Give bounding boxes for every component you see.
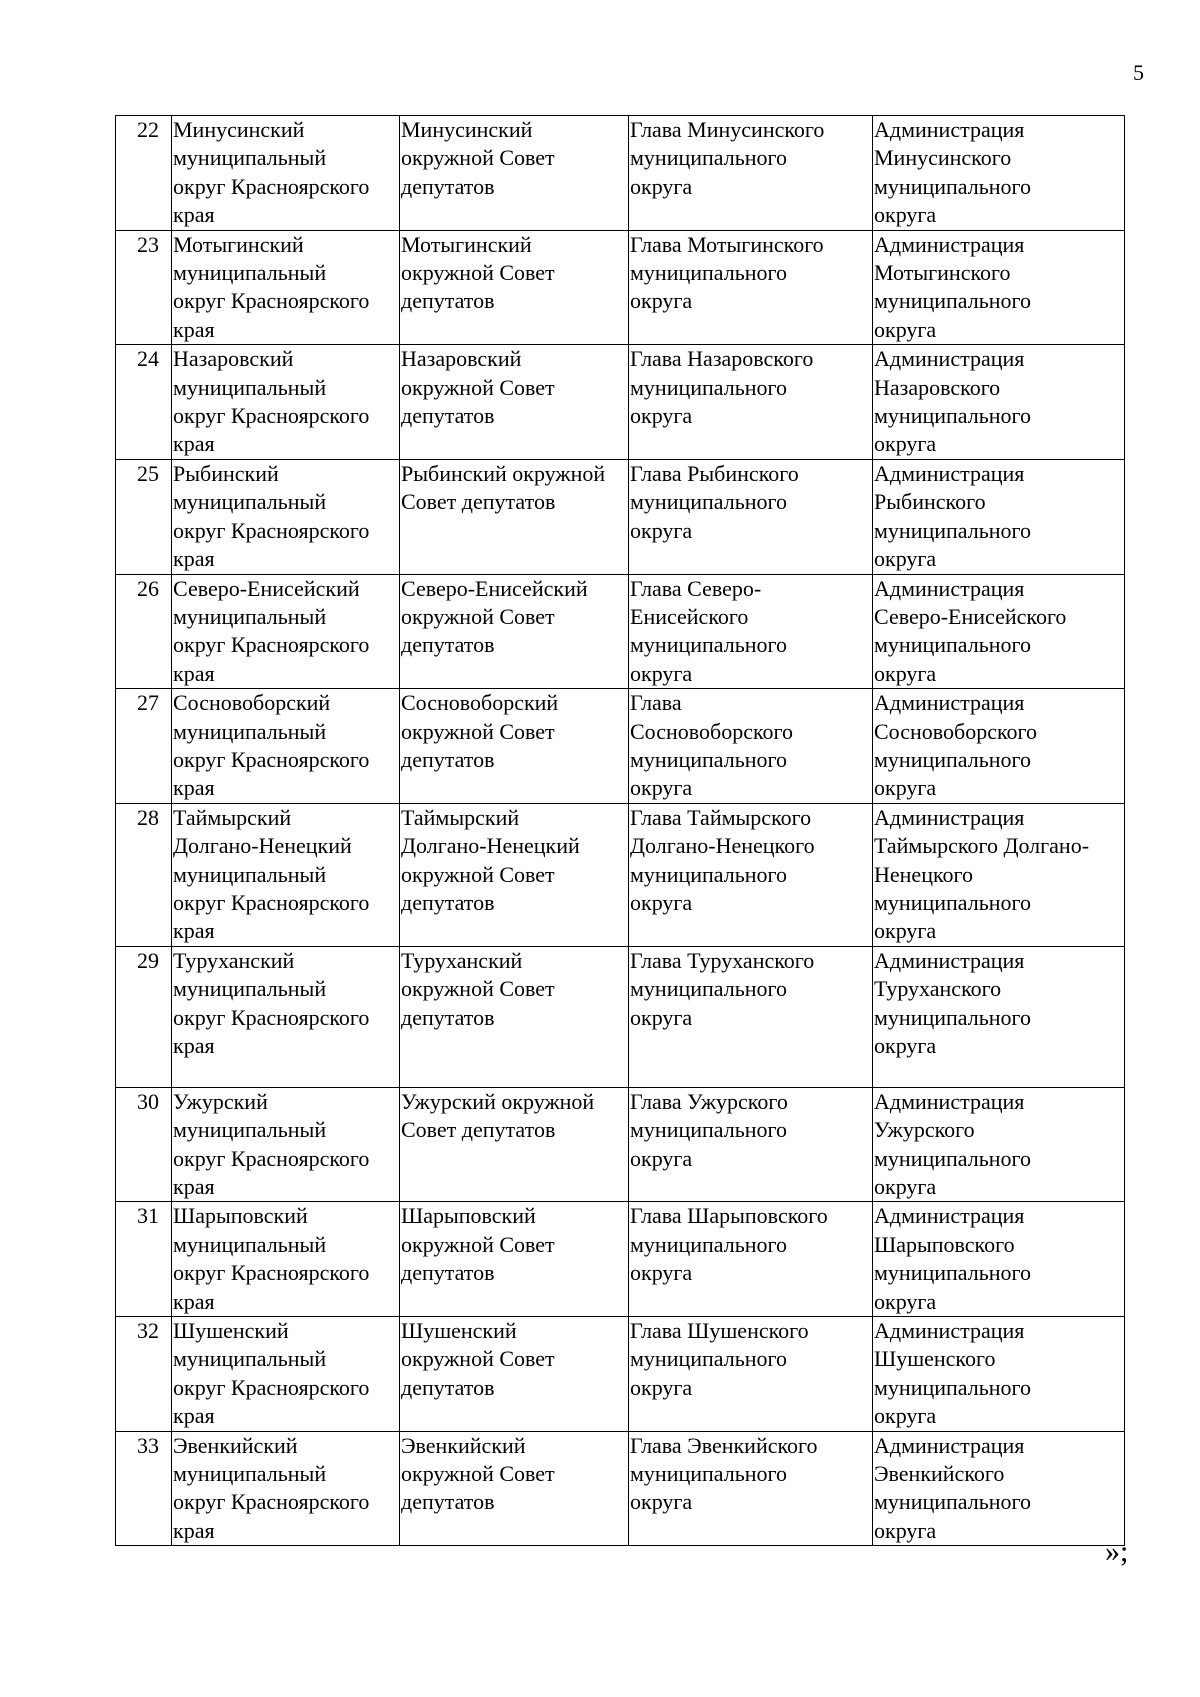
- table-body: [116, 116, 1125, 1546]
- administration-name-cell: Администрация Назаровского муниципального округа: [873, 345, 1125, 460]
- district-name-cell: Минусинский муниципальный округ Красноярского края: [172, 116, 400, 231]
- administration-name-cell: Администрация Таймырского Долгано- Ненецкого муниципального округа: [873, 803, 1125, 946]
- head-title-cell: Глава Шарыповского муниципального округа: [629, 1202, 873, 1317]
- row-number-cell: 27: [116, 689, 172, 804]
- administration-name-cell: Администрация Шушенского муниципального округа: [873, 1317, 1125, 1432]
- council-name-cell: Шушенский окружной Совет депутатов: [400, 1317, 629, 1432]
- administration-name-cell: Администрация Северо-Енисейского муниципального округа: [873, 574, 1125, 689]
- head-title-cell: Глава Шушенского муниципального округа: [629, 1317, 873, 1432]
- council-name-cell: Шарыповский окружной Совет депутатов: [400, 1202, 629, 1317]
- head-title-cell: Глава Сосновоборского муниципального округа: [629, 689, 873, 804]
- row-number-cell: 29: [116, 946, 172, 1087]
- administration-name-cell: Администрация Ужурского муниципального округа: [873, 1087, 1125, 1202]
- council-name-cell: Рыбинский окружной Совет депутатов: [400, 459, 629, 574]
- administration-name-cell: Администрация Сосновоборского муниципального округа: [873, 689, 1125, 804]
- table-row: [116, 574, 1125, 689]
- district-name-cell: Северо-Енисейский муниципальный округ Красноярского края: [172, 574, 400, 689]
- district-name-cell: Шушенский муниципальный округ Красноярского края: [172, 1317, 400, 1432]
- row-number-cell: 26: [116, 574, 172, 689]
- district-name-cell: Ужурский муниципальный округ Красноярского края: [172, 1087, 400, 1202]
- district-name-cell: Рыбинский муниципальный округ Красноярского края: [172, 459, 400, 574]
- head-title-cell: Глава Мотыгинского муниципального округа: [629, 230, 873, 345]
- council-name-cell: Ужурский окружной Совет депутатов: [400, 1087, 629, 1202]
- row-number-cell: 31: [116, 1202, 172, 1317]
- head-title-cell: Глава Эвенкийского муниципального округа: [629, 1431, 873, 1546]
- administration-name-cell: Администрация Шарыповского муниципального округа: [873, 1202, 1125, 1317]
- table-row: [116, 230, 1125, 345]
- district-name-cell: Мотыгинский муниципальный округ Красноярского края: [172, 230, 400, 345]
- district-name-cell: Туруханский муниципальный округ Красноярского края: [172, 946, 400, 1087]
- row-number-cell: 22: [116, 116, 172, 231]
- head-title-cell: Глава Минусинского муниципального округа: [629, 116, 873, 231]
- table-row: [116, 1087, 1125, 1202]
- district-name-cell: Шарыповский муниципальный округ Красноярского края: [172, 1202, 400, 1317]
- row-number-cell: 25: [116, 459, 172, 574]
- table-row: [116, 1431, 1125, 1546]
- table-row: [116, 803, 1125, 946]
- table-row: [116, 1202, 1125, 1317]
- row-number-cell: 33: [116, 1431, 172, 1546]
- administration-name-cell: Администрация Рыбинского муниципального округа: [873, 459, 1125, 574]
- district-name-cell: Назаровский муниципальный округ Красноярского края: [172, 345, 400, 460]
- table-row: [116, 459, 1125, 574]
- council-name-cell: Северо-Енисейский окружной Совет депутатов: [400, 574, 629, 689]
- council-name-cell: Назаровский окружной Совет депутатов: [400, 345, 629, 460]
- table-row: [116, 689, 1125, 804]
- head-title-cell: Глава Северо- Енисейского муниципального округа: [629, 574, 873, 689]
- council-name-cell: Туруханский окружной Совет депутатов: [400, 946, 629, 1087]
- district-name-cell: Эвенкийский муниципальный округ Красноярского края: [172, 1431, 400, 1546]
- council-name-cell: Мотыгинский окружной Совет депутатов: [400, 230, 629, 345]
- administration-name-cell: Администрация Минусинского муниципального округа: [873, 116, 1125, 231]
- municipal-bodies-table: [115, 115, 1125, 1546]
- table-row: [116, 116, 1125, 231]
- head-title-cell: Глава Туруханского муниципального округа: [629, 946, 873, 1087]
- council-name-cell: Сосновоборский окружной Совет депутатов: [400, 689, 629, 804]
- administration-name-cell: Администрация Туруханского муниципального округа: [873, 946, 1125, 1087]
- head-title-cell: Глава Рыбинского муниципального округа: [629, 459, 873, 574]
- row-number-cell: 24: [116, 345, 172, 460]
- row-number-cell: 23: [116, 230, 172, 345]
- administration-name-cell: Администрация Мотыгинского муниципального округа: [873, 230, 1125, 345]
- head-title-cell: Глава Таймырского Долгано-Ненецкого муниципального округа: [629, 803, 873, 946]
- closing-quote-mark: »;: [1105, 1535, 1129, 1568]
- administration-name-cell: Администрация Эвенкийского муниципального округа: [873, 1431, 1125, 1546]
- table-row: [116, 1317, 1125, 1432]
- row-number-cell: 32: [116, 1317, 172, 1432]
- page-number: 5: [1133, 60, 1144, 85]
- head-title-cell: Глава Назаровского муниципального округа: [629, 345, 873, 460]
- head-title-cell: Глава Ужурского муниципального округа: [629, 1087, 873, 1202]
- table-row: [116, 946, 1125, 1087]
- row-number-cell: 30: [116, 1087, 172, 1202]
- table-row: [116, 345, 1125, 460]
- council-name-cell: Минусинский окружной Совет депутатов: [400, 116, 629, 231]
- district-name-cell: Таймырский Долгано-Ненецкий муниципальный округ Красноярского края: [172, 803, 400, 946]
- row-number-cell: 28: [116, 803, 172, 946]
- district-name-cell: Сосновоборский муниципальный округ Красноярского края: [172, 689, 400, 804]
- council-name-cell: Эвенкийский окружной Совет депутатов: [400, 1431, 629, 1546]
- council-name-cell: Таймырский Долгано-Ненецкий окружной Совет депутатов: [400, 803, 629, 946]
